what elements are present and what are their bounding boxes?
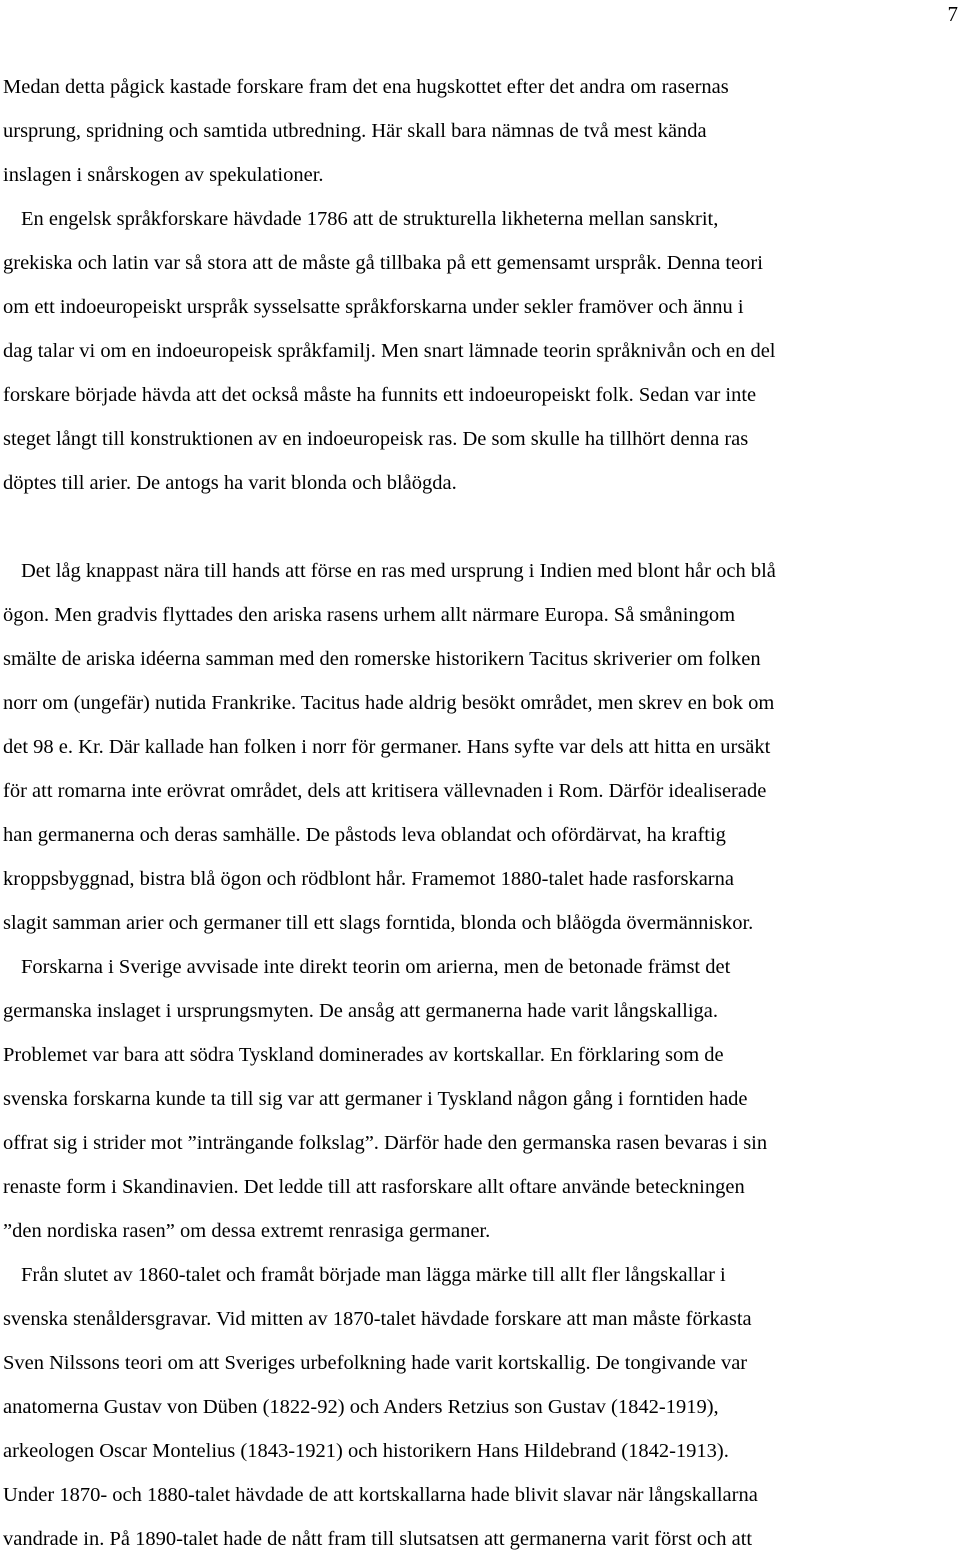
text-line: renaste form i Skandinavien. Det ledde till att rasforskare allt oftare använde beteckningen: [3, 1176, 745, 1198]
text-line: om ett indoeuropeiskt urspråk sysselsatte språkforskarna under sekler framöver och ännu i: [3, 296, 744, 318]
text-line: slagit samman arier och germaner till ett slags forntida, blonda och blåögda övermänniskor.: [3, 912, 754, 934]
text-line: han germanerna och deras samhälle. De påstods leva oblandat och ofördärvat, ha kraftig: [3, 824, 726, 846]
text-line: det 98 e. Kr. Där kallade han folken i norr för germaner. Hans syfte var dels att hitta en ursäkt: [3, 736, 771, 758]
text-line: Forskarna i Sverige avvisade inte direkt teorin om arierna, men de betonade främst det: [21, 956, 731, 978]
text-line: norr om (ungefär) nutida Frankrike. Tacitus hade aldrig besökt området, men skrev en bok om: [3, 692, 775, 714]
page-number: 7: [947, 2, 958, 26]
text-line: Från slutet av 1860-talet och framåt började man lägga märke till allt fler långskallar i: [21, 1264, 726, 1286]
text-line: anatomerna Gustav von Düben (1822-92) och Anders Retzius son Gustav (1842-1919),: [3, 1396, 719, 1418]
text-line: smälte de ariska idéerna samman med den romerske historikern Tacitus skriverier om folken: [3, 648, 761, 670]
text-line: germanska inslaget i ursprungsmyten. De ansåg att germanerna hade varit långskalliga.: [3, 1000, 718, 1022]
text-line: ”den nordiska rasen” om dessa extremt renrasiga germaner.: [3, 1220, 491, 1242]
text-line: En engelsk språkforskare hävdade 1786 att de strukturella likheterna mellan sanskrit,: [21, 208, 719, 230]
text-line: forskare började hävda att det också måste ha funnits ett indoeuropeiskt folk. Sedan var inte: [3, 384, 757, 406]
text-line: döptes till arier. De antogs ha varit blonda och blåögda.: [3, 472, 457, 494]
text-block-1: [3, 65, 957, 505]
text-line: Under 1870- och 1880-talet hävdade de att kortskallarna hade blivit slavar när långskallarna: [3, 1484, 758, 1506]
text-line: vandrade in. På 1890-talet hade de nått fram till slutsatsen att germanerna varit först och att: [3, 1528, 753, 1550]
text-line: dag talar vi om en indoeuropeisk språkfamilj. Men snart lämnade teorin språknivån och en del: [3, 340, 776, 362]
text-line: steget långt till konstruktionen av en indoeuropeisk ras. De som skulle ha tillhört denna ras: [3, 428, 749, 450]
text-line: svenska stenåldersgravar. Vid mitten av 1870-talet hävdade forskare att man måste förkasta: [3, 1308, 752, 1330]
text-line: Problemet var bara att södra Tyskland dominerades av kortskallar. En förklaring som de: [3, 1044, 724, 1066]
text-line: Det låg knappast nära till hands att förse en ras med ursprung i Indien med blont hår och blå: [21, 560, 776, 582]
text-line: arkeologen Oscar Montelius (1843-1921) och historikern Hans Hildebrand (1842-1913).: [3, 1440, 729, 1462]
text-block-2: [3, 549, 957, 1561]
text-line: för att romarna inte erövrat området, dels att kritisera vällevnaden i Rom. Därför idealiserade: [3, 780, 767, 802]
text-line: inslagen i snårskogen av spekulationer.: [3, 164, 324, 186]
text-line: kroppsbyggnad, bistra blå ögon och rödblont hår. Framemot 1880-talet hade rasforskarna: [3, 868, 734, 890]
text-line: ursprung, spridning och samtida utbredning. Här skall bara nämnas de två mest kända: [3, 120, 707, 142]
text-line: Medan detta pågick kastade forskare fram det ena hugskottet efter det andra om rasernas: [3, 76, 729, 98]
text-line: Sven Nilssons teori om att Sveriges urbefolkning hade varit kortskallig. De tongivande var: [3, 1352, 748, 1374]
text-line: offrat sig i strider mot ”inträngande folkslag”. Därför hade den germanska rasen bevaras i sin: [3, 1132, 768, 1154]
text-line: grekiska och latin var så stora att de måste gå tillbaka på ett gemensamt urspråk. Denna teori: [3, 252, 763, 274]
text-line: svenska forskarna kunde ta till sig var att germaner i Tyskland någon gång i forntiden hade: [3, 1088, 748, 1110]
text-line: ögon. Men gradvis flyttades den ariska rasens urhem allt närmare Europa. Så småningom: [3, 604, 736, 626]
